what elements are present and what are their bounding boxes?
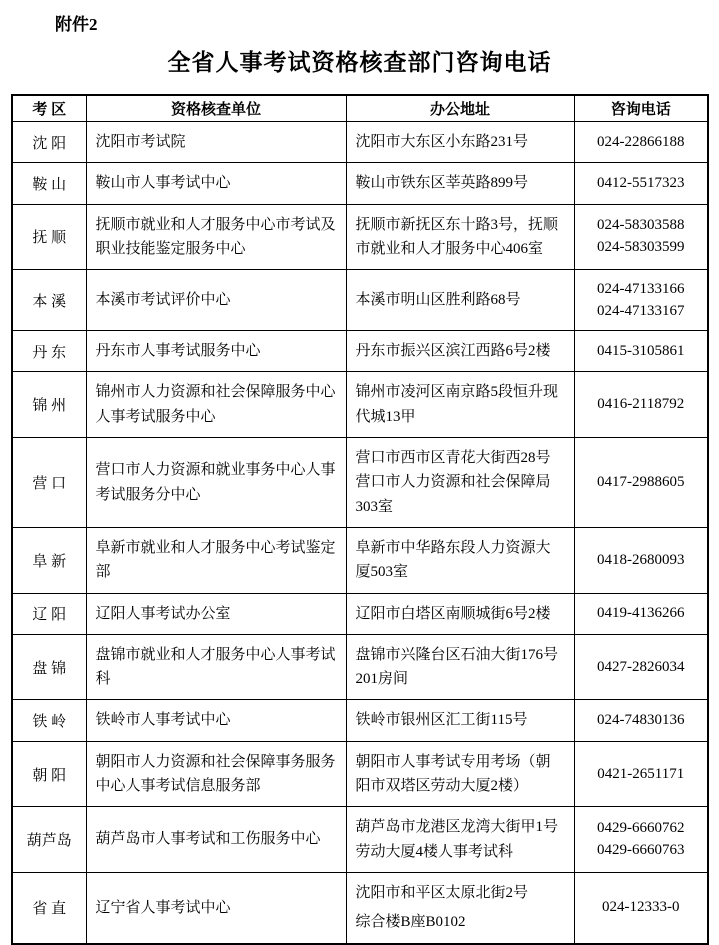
cell-phone [574,438,708,528]
phone-number: 024-58303588 [597,217,685,234]
cell-phone [574,372,708,438]
phone-number: 0427-2826034 [597,658,685,675]
phone-number: 024-47133166 [597,280,685,297]
cell-unit: 沈阳市考试院 [86,122,346,163]
phone-number: 0429-6660762 [597,820,685,837]
cell-address [346,807,574,873]
address-line: 朝阳市人事考试专用考场（朝阳市双塔区劳动大厦2楼） [355,753,551,795]
cell-address [346,634,574,700]
cell-address [346,872,574,943]
address-line: 铁岭市银州区汇工街115号 [355,712,528,729]
table-row [12,163,708,204]
table-row [12,527,708,593]
cell-address [346,270,574,331]
address-line: 抚顺市新抚区东十路3号，抚顺市就业和人才服务中心406室 [355,216,559,257]
cell-unit: 葫芦岛市人事考试和工伤服务中心 [86,807,346,873]
cell-unit: 本溪市考试评价中心 [86,270,346,331]
phone-number: 024-58303599 [597,239,685,256]
cell-area: 鞍 山 [12,163,86,204]
header-cell-area: 考 区 [12,95,86,122]
cell-unit: 锦州市人力资源和社会保障服务中心人事考试服务中心 [86,372,346,438]
cell-unit: 朝阳市人力资源和社会保障事务服务中心人事考试信息服务部 [86,741,346,807]
attachment-label: 附件2 [55,15,98,34]
cell-address [346,204,574,270]
cell-address [346,700,574,741]
phone-table [11,94,709,945]
cell-address [346,372,574,438]
cell-area: 辽 阳 [12,593,86,634]
address-line: 丹东市振兴区滨江西路6号2楼 [355,343,551,360]
cell-area: 朝 阳 [12,741,86,807]
table-row [12,593,708,634]
table-row [12,634,708,700]
cell-unit: 鞍山市人事考试中心 [86,163,346,204]
address-line: 葫芦岛市龙港区龙湾大街甲1号劳动大厦4楼人事考试科 [355,819,559,860]
cell-phone [574,872,708,943]
address-line: 阜新市中华路东段人力资源大厦503室 [355,539,551,581]
phone-number: 024-12333-0 [602,899,680,916]
cell-area: 本 溪 [12,270,86,331]
cell-address [346,593,574,634]
cell-area: 沈 阳 [12,122,86,163]
cell-phone [574,634,708,700]
cell-phone [574,807,708,873]
cell-address [346,122,574,163]
header-cell-phone: 咨询电话 [574,95,708,122]
table-row [12,270,708,331]
table-row [12,122,708,163]
cell-unit: 丹东市人事考试服务中心 [86,331,346,372]
cell-unit: 抚顺市就业和人才服务中心市考试及职业技能鉴定服务中心 [86,204,346,270]
cell-unit: 铁岭市人事考试中心 [86,700,346,741]
table-row [12,331,708,372]
address-line: 营口市西市区青花大街西28号营口市人力资源和社会保障局303室 [355,450,551,515]
address-line: 辽阳市白塔区南顺城街6号2楼 [355,605,551,622]
cell-phone [574,527,708,593]
page-title: 全省人事考试资格核查部门咨询电话 [167,50,552,75]
cell-area: 铁 岭 [12,700,86,741]
cell-unit: 阜新市就业和人才服务中心考试鉴定部 [86,527,346,593]
cell-address [346,741,574,807]
cell-area: 锦 州 [12,372,86,438]
phone-number: 0415-3105861 [597,342,685,359]
phone-number: 0429-6660763 [597,842,685,859]
cell-area: 营 口 [12,438,86,528]
header-cell-unit: 资格核查单位 [86,95,346,122]
table-row [12,807,708,873]
cell-phone [574,700,708,741]
phone-number: 0416-2118792 [597,396,685,413]
cell-area: 阜 新 [12,527,86,593]
cell-unit: 盘锦市就业和人才服务中心人事考试科 [86,634,346,700]
address-line: 锦州市凌河区南京路5段恒升现代城13甲 [355,384,559,425]
cell-address [346,331,574,372]
cell-unit: 营口市人力资源和就业事务中心人事考试服务分中心 [86,438,346,528]
phone-number: 024-22866188 [597,133,685,150]
phone-number: 0421-2651171 [597,765,685,782]
address-line: 鞍山市铁东区莘英路899号 [355,175,529,192]
cell-area: 葫芦岛 [12,807,86,873]
table-row [12,700,708,741]
cell-phone [574,204,708,270]
phone-number: 024-47133167 [597,302,685,319]
document-page [0,10,719,931]
table-row [12,372,708,438]
cell-area: 抚 顺 [12,204,86,270]
cell-area: 丹 东 [12,331,86,372]
table-row [12,741,708,807]
phone-number: 0417-2988605 [597,474,685,491]
table-row [12,438,708,528]
cell-unit: 辽阳人事考试办公室 [86,593,346,634]
cell-phone [574,593,708,634]
phone-number: 0412-5517323 [597,174,685,191]
cell-area: 盘 锦 [12,634,86,700]
address-line: 盘锦市兴隆台区石油大街176号201房间 [355,646,559,688]
cell-address [346,527,574,593]
address-line: 沈阳市大东区小东路231号 [355,134,529,150]
cell-unit: 辽宁省人事考试中心 [86,872,346,943]
phone-number: 0418-2680093 [597,551,685,568]
address-line: 沈阳市和平区太原北街2号 [355,884,529,901]
table-header-row [12,95,708,122]
cell-address [346,438,574,528]
header-cell-address: 办公地址 [346,95,574,122]
cell-phone [574,741,708,807]
phone-number: 0419-4136266 [597,605,685,622]
cell-area: 省 直 [12,872,86,943]
cell-phone [574,122,708,163]
cell-phone [574,163,708,204]
table-row [12,872,708,943]
phone-number: 024-74830136 [597,712,685,729]
table-row [12,204,708,270]
address-line: 本溪市明山区胜利路68号 [355,292,521,309]
cell-phone [574,270,708,331]
address-line: 综合楼B座B0102 [355,914,466,931]
cell-phone [574,331,708,372]
cell-address [346,163,574,204]
